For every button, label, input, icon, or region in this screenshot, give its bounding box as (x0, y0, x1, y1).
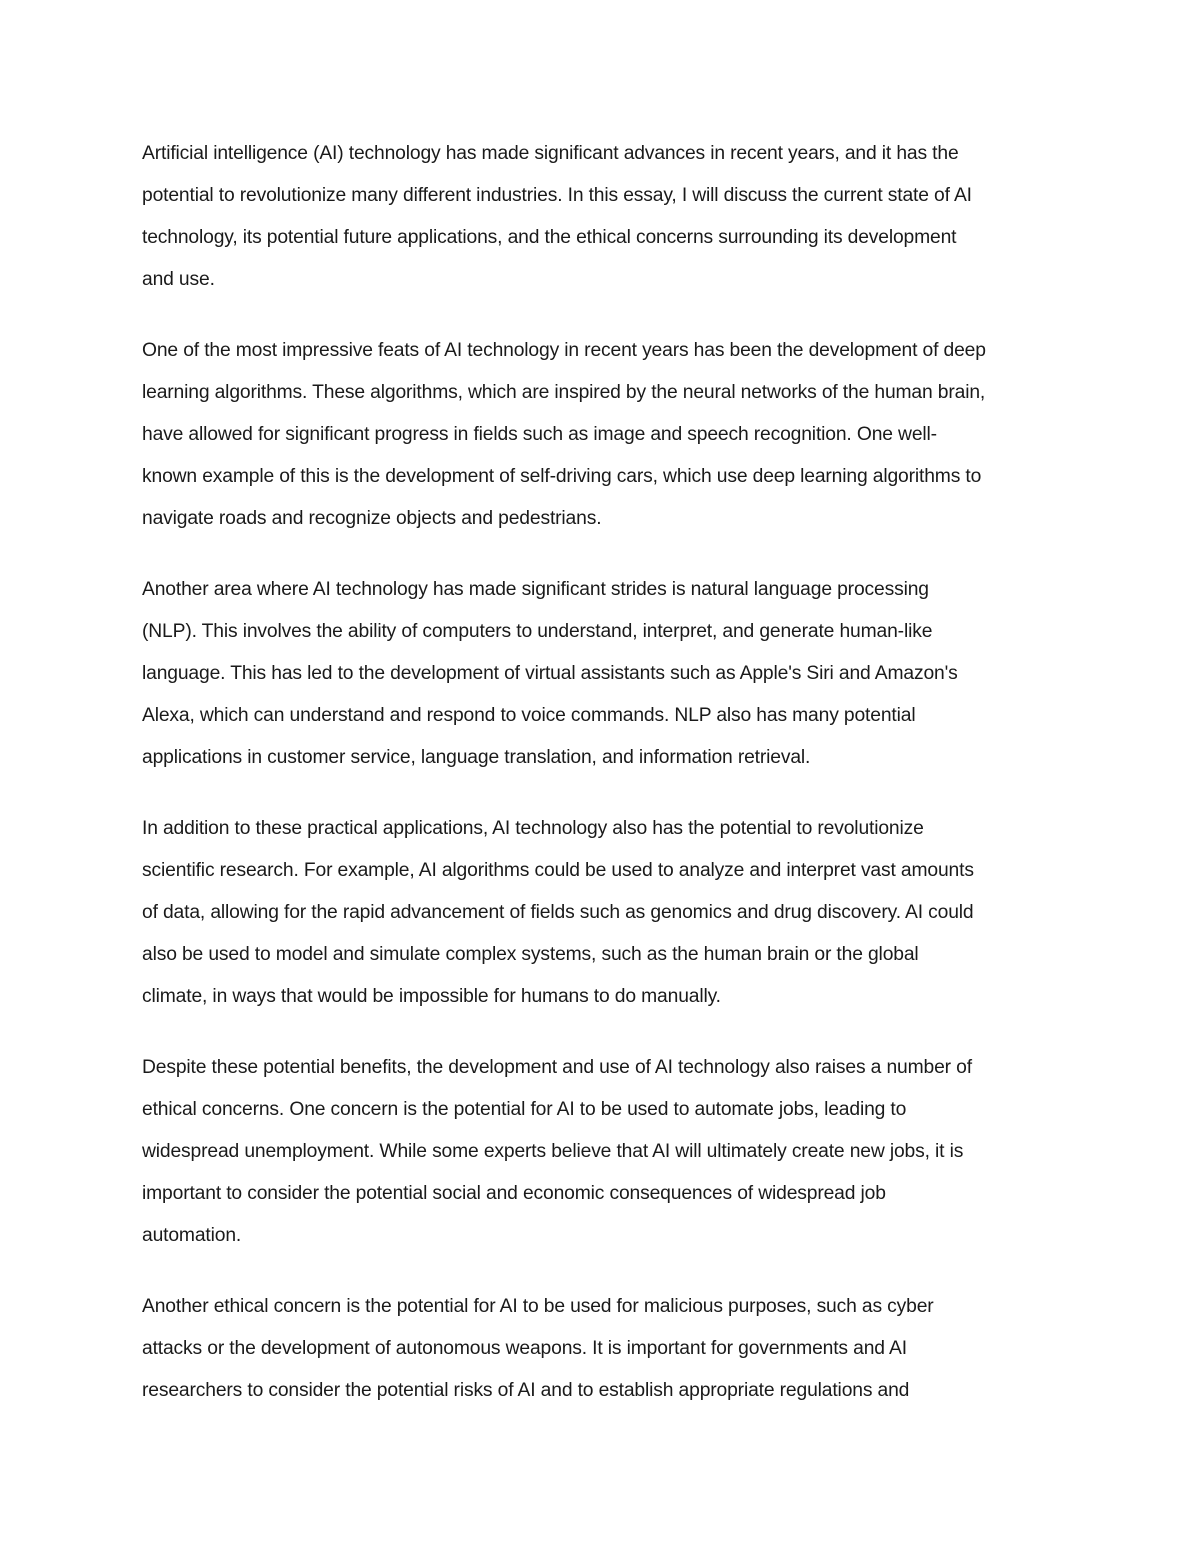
paragraph-1: Artificial intelligence (AI) technology has made significant advances in recent years, and it has the potential to revolutionize many different industries. In this essay, I will discuss the current state of AI technology, its potential future applications, and the ethical concerns surrounding its development and use. (142, 143, 972, 290)
paragraph-5: Despite these potential benefits, the development and use of AI technology also raises a number of ethical concerns. One concern is the potential for AI to be used to automate jobs, leading to widespread unemployment. While some experts believe that AI will ultimately create new jobs, it is important to consider the potential social and economic consequences of widespread job automation. (142, 1057, 972, 1246)
paragraph-3: Another area where AI technology has made significant strides is natural language processing (NLP). This involves the ability of computers to understand, interpret, and generate human-like language. This has led to the development of virtual assistants such as Apple's Siri and Amazon's Alexa, which can understand and respond to voice commands. NLP also has many potential applications in customer service, language translation, and information retrieval. (142, 579, 958, 768)
document-body (142, 133, 1067, 1441)
paragraph-2: One of the most impressive feats of AI technology in recent years has been the development of deep learning algorithms. These algorithms, which are inspired by the neural networks of the human brain, have allowed for significant progress in fields such as image and speech recognition. One well- known example of this is the development of self-driving cars, which use deep learning algorithms to navigate roads and recognize objects and pedestrians. (142, 340, 986, 529)
paragraph-6: Another ethical concern is the potential for AI to be used for malicious purposes, such as cyber attacks or the development of autonomous weapons. It is important for governments and AI researchers to consider the potential risks of AI and to establish appropriate regulations and (142, 1296, 934, 1401)
paragraph-4: In addition to these practical applications, AI technology also has the potential to revolutionize scientific research. For example, AI algorithms could be used to analyze and interpret vast amounts of data, allowing for the rapid advancement of fields such as genomics and drug discovery. AI could also be used to model and simulate complex systems, such as the human brain or the global climate, in ways that would be impossible for humans to do manually. (142, 818, 974, 1007)
